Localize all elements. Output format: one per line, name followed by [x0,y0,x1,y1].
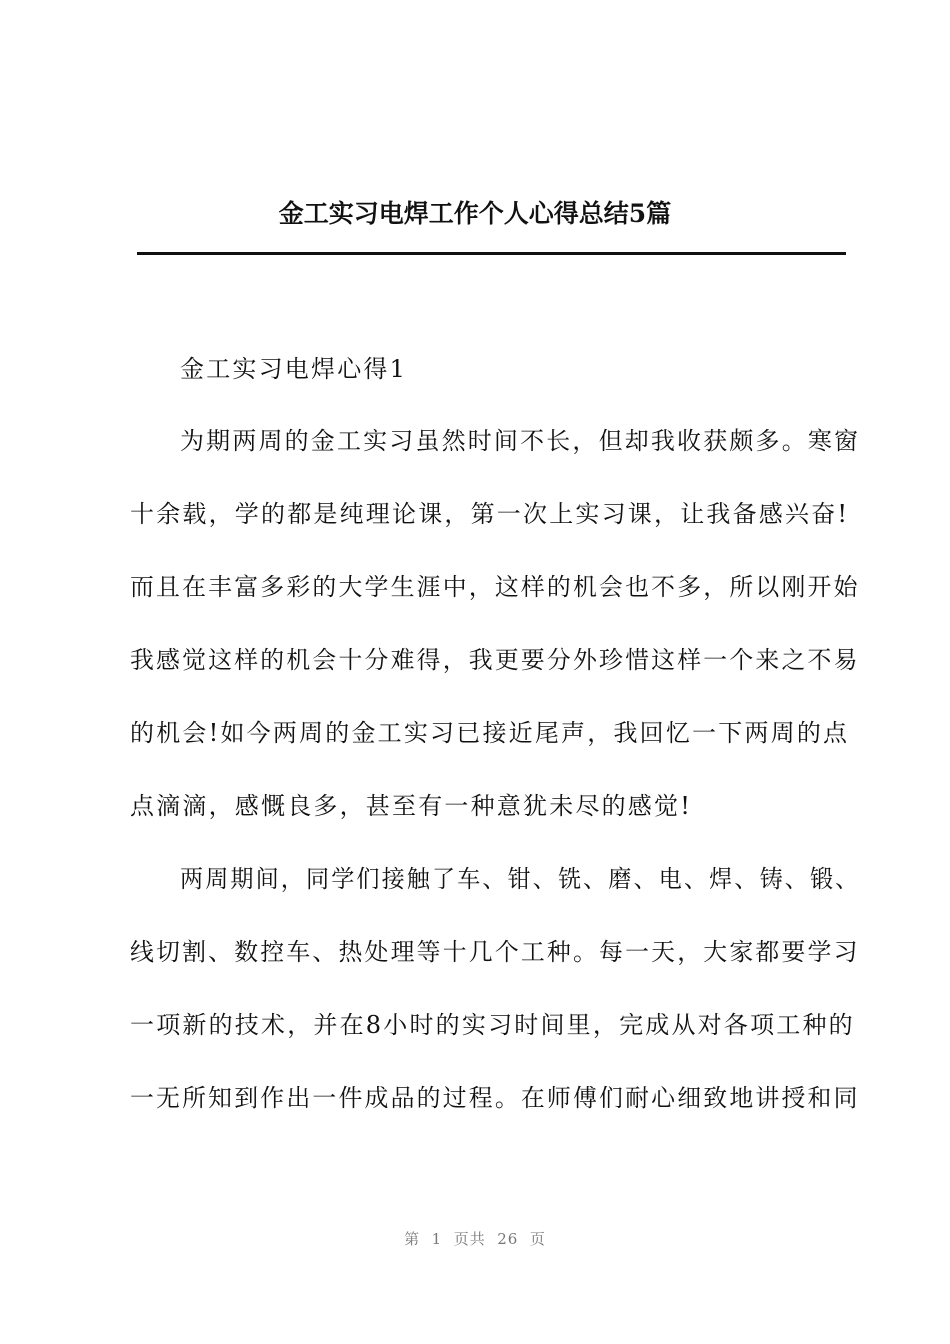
page-number-footer: 第 1 页共 26 页 [404,1230,546,1248]
document-title: 金工实习电焊工作个人心得总结5篇 [278,199,672,228]
paragraph-line: 为期两周的金工实习虽然时间不长，但却我收获颇多。寒窗 [180,427,861,455]
paragraph-line: 我感觉这样的机会十分难得，我更要分外珍惜这样一个来之不易 [130,646,860,674]
section-heading: 金工实习电焊心得1 [180,355,408,383]
paragraph-line: 而且在丰富多彩的大学生涯中，这样的机会也不多，所以刚开始 [130,573,860,601]
paragraph-line: 一项新的技术，并在8小时的实习时间里，完成从对各项工种的 [130,1011,855,1039]
paragraph-line: 两周期间，同学们接触了车、钳、铣、磨、电、焊、铸、锻、 [180,865,861,893]
paragraph-line: 的机会!如今两周的金工实习已接近尾声，我回忆一下两周的点 [130,719,850,747]
paragraph-line: 线切割、数控车、热处理等十几个工种。每一天，大家都要学习 [130,938,860,966]
paragraph-line: 点滴滴，感慨良多，甚至有一种意犹未尽的感觉! [130,792,693,820]
paragraph-line: 十余载，学的都是纯理论课，第一次上实习课，让我备感兴奋! [130,500,850,528]
title-underline [137,252,846,255]
paragraph-line: 一无所知到作出一件成品的过程。在师傅们耐心细致地讲授和同 [130,1084,860,1112]
